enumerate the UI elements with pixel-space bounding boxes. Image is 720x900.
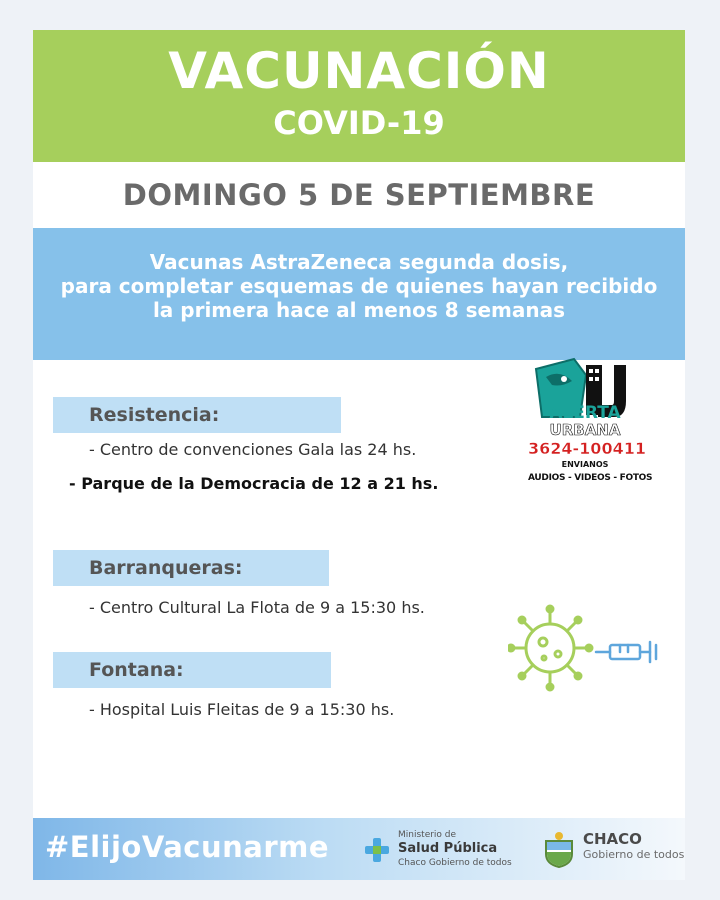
vaccine-illustration [508,602,668,697]
health-cross-icon [363,836,391,864]
list-item: - Centro de convenciones Gala las 24 hs. [89,440,417,459]
info-line-1: Vacunas AstraZeneca segunda dosis, [149,250,569,274]
section-label-barranqueras: Barranqueras: [53,550,329,586]
watermark-cta: ENVIANOS [561,460,609,469]
page-title: VACUNACIÓN [168,42,550,100]
list-item: - Centro Cultural La Flota de 9 a 15:30 hs. [89,598,425,617]
header-banner [33,30,685,162]
syringe-icon [596,642,656,662]
watermark-phone: 3624-100411 [528,439,646,458]
ministry-line-3: Chaco Gobierno de todos [398,858,512,868]
event-date: DOMINGO 5 DE SEPTIEMBRE [122,178,596,212]
watermark-media: AUDIOS - VIDEOS - FOTOS [528,473,653,483]
footer-banner [33,818,685,880]
alerta-urbana-logo [528,355,653,493]
chaco-logo [543,830,685,872]
hashtag: #ElijoVacunarme [45,830,330,864]
list-item: - Parque de la Democracia de 12 a 21 hs. [69,474,439,493]
chaco-shield-icon [543,830,575,868]
section-label-resistencia: Resistencia: [53,397,341,433]
info-banner [33,228,685,360]
watermark-brand-2: URBANA [549,421,621,439]
ministry-line-2: Salud Pública [398,841,498,856]
virus-icon [508,606,592,690]
page-subtitle: COVID-19 [273,104,445,142]
chaco-tagline: Gobierno de todos [583,848,685,861]
list-item: - Hospital Luis Fleitas de 9 a 15:30 hs. [89,700,395,719]
chaco-name: CHACO [583,830,642,848]
info-line-2: para completar esquemas de quienes hayan recibido [60,274,658,298]
info-line-3: la primera hace al menos 8 semanas [152,298,566,322]
section-label-fontana: Fontana: [53,652,331,688]
watermark-brand-1: ALERTA [549,403,621,423]
ministry-line-1: Ministerio de [398,830,457,840]
